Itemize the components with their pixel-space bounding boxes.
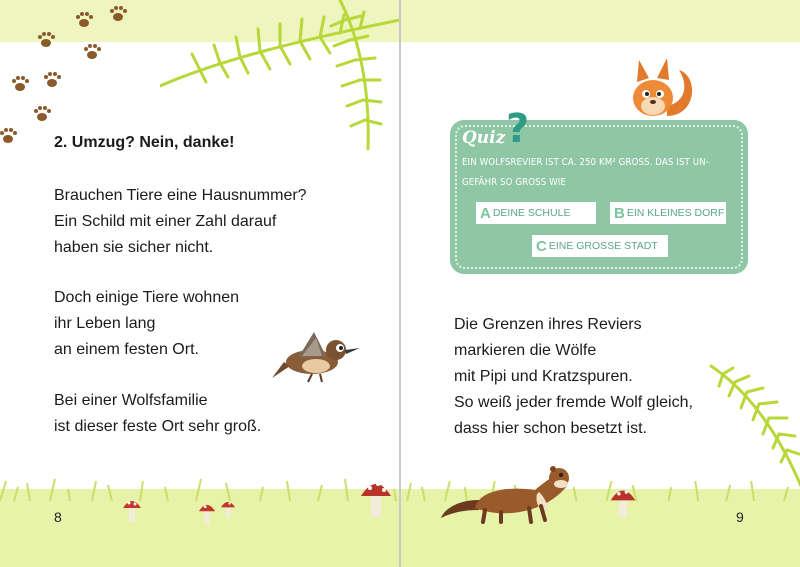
question-line: GEFÄHR SO GROSS WIE (462, 177, 566, 188)
text-line: Bei einer Wolfsfamilie (54, 392, 208, 409)
mushroom-icon (609, 484, 637, 520)
quiz-title: Quiz (462, 128, 506, 148)
text-line: Ein Schild mit einer Zahl darauf (54, 213, 277, 230)
mushroom-icon (198, 500, 216, 526)
grass-strip (0, 473, 400, 501)
paragraph-right (454, 312, 693, 442)
text-line: Doch einige Tiere wohnen (54, 289, 240, 306)
chapter-heading: 2. Umzug? Nein, danke! (54, 134, 235, 151)
right-page (401, 0, 800, 567)
paragraph-2 (54, 285, 239, 363)
fern-leaf-icon (707, 360, 800, 490)
paragraph-1 (54, 183, 307, 261)
squirrel-icon (627, 56, 699, 128)
bird-icon (272, 328, 364, 384)
answer-option-c[interactable] (532, 235, 668, 257)
question-mark-icon: ? (506, 106, 530, 152)
page-number: 9 (736, 509, 744, 525)
answer-option-a[interactable] (476, 202, 596, 224)
answer-letter: A (480, 204, 491, 222)
text-line: Die Grenzen ihres Reviers (454, 316, 642, 333)
answer-option-b[interactable] (610, 202, 726, 224)
question-line: EIN WOLFSREVIER IST CA. 250 KM² GROSS. DAS IST UN- (462, 157, 709, 168)
text-line: an einem festen Ort. (54, 341, 199, 358)
quiz-question (462, 153, 742, 193)
top-band (401, 0, 800, 42)
answer-letter: B (614, 204, 625, 222)
text-line: ihr Leben lang (54, 315, 156, 332)
page-number: 8 (54, 509, 62, 525)
text-line: So weiß jeder fremde Wolf gleich, (454, 394, 693, 411)
mushroom-icon (220, 498, 236, 520)
answer-text: EIN KLEINES DORF (626, 207, 725, 219)
weasel-icon (439, 460, 579, 524)
text-line: dass hier schon besetzt ist. (454, 420, 647, 437)
mushroom-icon (122, 496, 142, 524)
mushroom-icon (360, 476, 392, 520)
answer-text: EINE GROSSE STADT (548, 240, 658, 252)
answer-text: DEINE SCHULE (492, 207, 571, 219)
text-line: ist dieser feste Ort sehr groß. (54, 418, 262, 435)
text-line: haben sie sicher nicht. (54, 239, 214, 256)
text-line: mit Pipi und Kratzspuren. (454, 368, 633, 385)
text-line: Brauchen Tiere eine Hausnummer? (54, 187, 307, 204)
fern-leaf-icon (160, 0, 400, 150)
paragraph-3 (54, 388, 261, 440)
quiz-box (450, 106, 748, 274)
answer-letter: C (536, 237, 547, 255)
text-line: markieren die Wölfe (454, 342, 597, 359)
